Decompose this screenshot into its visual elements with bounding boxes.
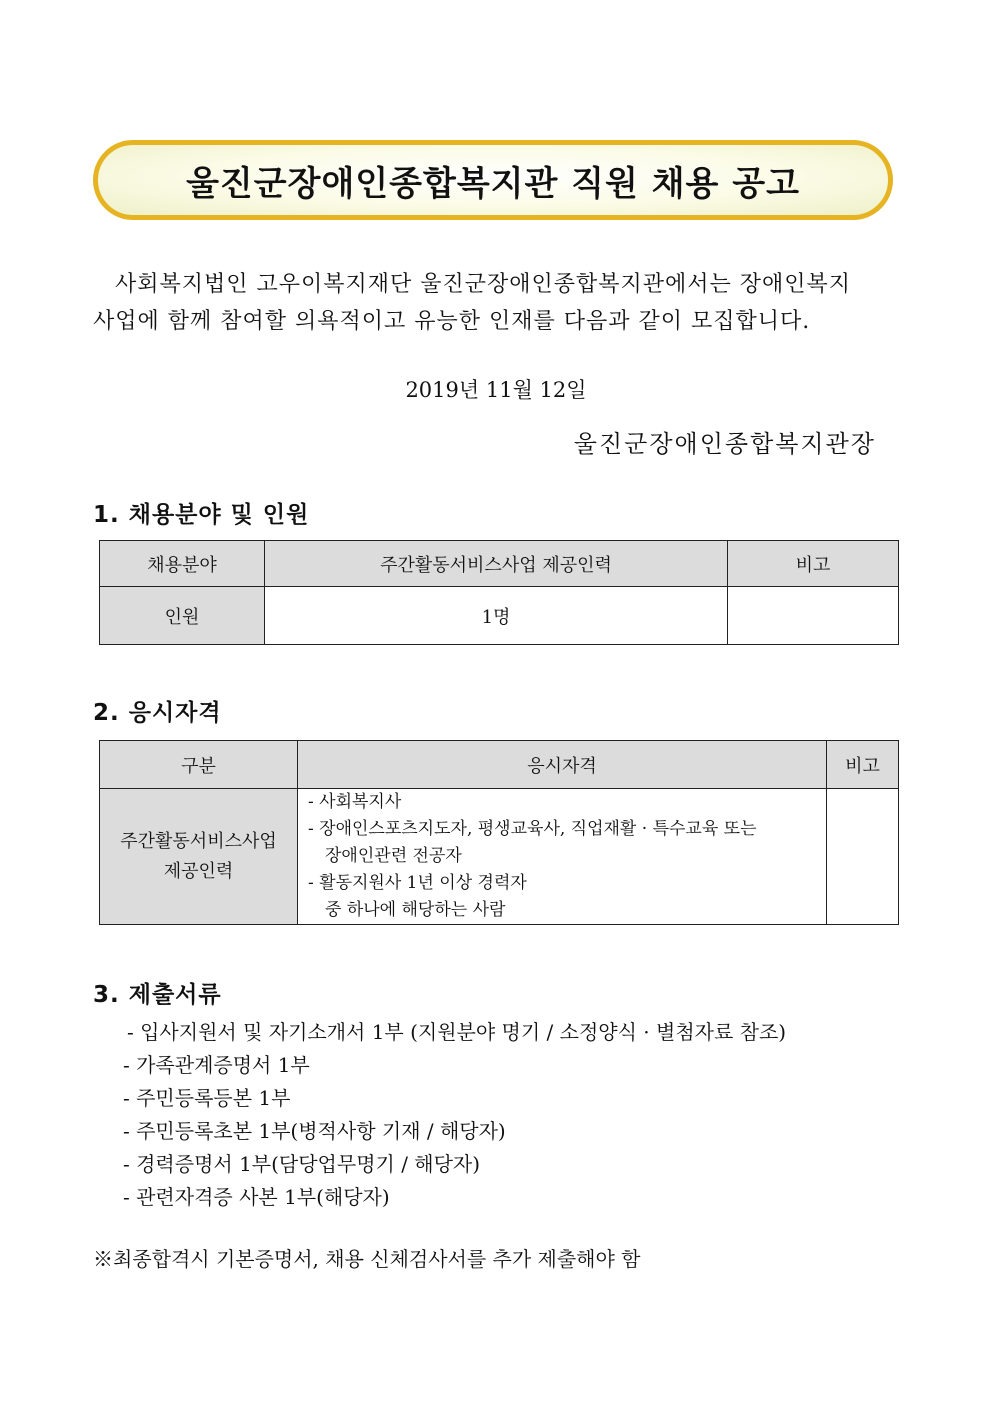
headcount-note <box>728 587 899 645</box>
qualification-table <box>99 740 899 925</box>
qualification-cell <box>298 789 827 925</box>
header-position: 주간활동서비스사업 제공인력 <box>265 541 728 587</box>
table-row <box>100 587 899 645</box>
section-1-heading: 1. 채용분야 및 인원 <box>93 502 310 528</box>
intro-line-2: 사업에 함께 참여할 의욕적이고 유능한 인재를 다음과 같이 모집합니다. <box>93 309 811 334</box>
list-item: - 경력증명서 1부(담당업무명기 / 해당자) <box>123 1152 481 1176</box>
category-line-1: 주간활동서비스사업 <box>120 830 277 852</box>
table-row <box>100 541 899 587</box>
table-row <box>100 789 899 925</box>
list-item: - 가족관계증명서 1부 <box>123 1053 310 1077</box>
qualification-item: 중 하나에 해당하는 사람 <box>325 900 506 920</box>
row-label-headcount: 인원 <box>100 587 265 645</box>
title-banner <box>93 140 893 220</box>
documents-list <box>123 1016 786 1214</box>
header-note: 비고 <box>827 741 899 789</box>
intro-paragraph <box>93 266 883 340</box>
headcount-value: 1명 <box>265 587 728 645</box>
announcement-date: 2019년 11월 12일 <box>405 378 587 402</box>
intro-line-1: 사회복지법인 고우이복지재단 울진군장애인종합복지관에서는 장애인복지 <box>115 272 852 297</box>
page-title: 울진군장애인종합복지관 직원 채용 공고 <box>186 163 800 204</box>
header-category: 구분 <box>100 741 298 789</box>
recruitment-table <box>99 540 899 645</box>
list-item: - 관련자격증 사본 1부(해당자) <box>123 1185 390 1209</box>
qualification-note <box>827 789 899 925</box>
table-row <box>100 741 899 789</box>
qualification-item: 장애인관련 전공자 <box>325 846 462 866</box>
qualification-item: - 장애인스포츠지도자, 평생교육사, 직업재활 · 특수교육 또는 <box>308 819 757 839</box>
section-3-heading: 3. 제출서류 <box>93 982 222 1008</box>
header-field: 채용분야 <box>100 541 265 587</box>
header-note: 비고 <box>728 541 899 587</box>
list-item: - 입사지원서 및 자기소개서 1부 (지원분야 명기 / 소정양식 · 별첨자료 참조) <box>127 1020 787 1044</box>
organization-signature: 울진군장애인종합복지관장 <box>573 430 876 458</box>
category-cell <box>100 789 298 925</box>
footnote: ※최종합격시 기본증명서, 채용 신체검사서를 추가 제출해야 함 <box>93 1247 641 1271</box>
list-item: - 주민등록초본 1부(병적사항 기재 / 해당자) <box>123 1119 506 1143</box>
section-2-heading: 2. 응시자격 <box>93 700 222 726</box>
category-line-2: 제공인력 <box>163 860 234 882</box>
header-qualification: 응시자격 <box>298 741 827 789</box>
qualification-item: - 사회복지사 <box>308 792 402 812</box>
qualification-item: - 활동지원사 1년 이상 경력자 <box>308 873 527 893</box>
list-item: - 주민등록등본 1부 <box>123 1086 291 1110</box>
